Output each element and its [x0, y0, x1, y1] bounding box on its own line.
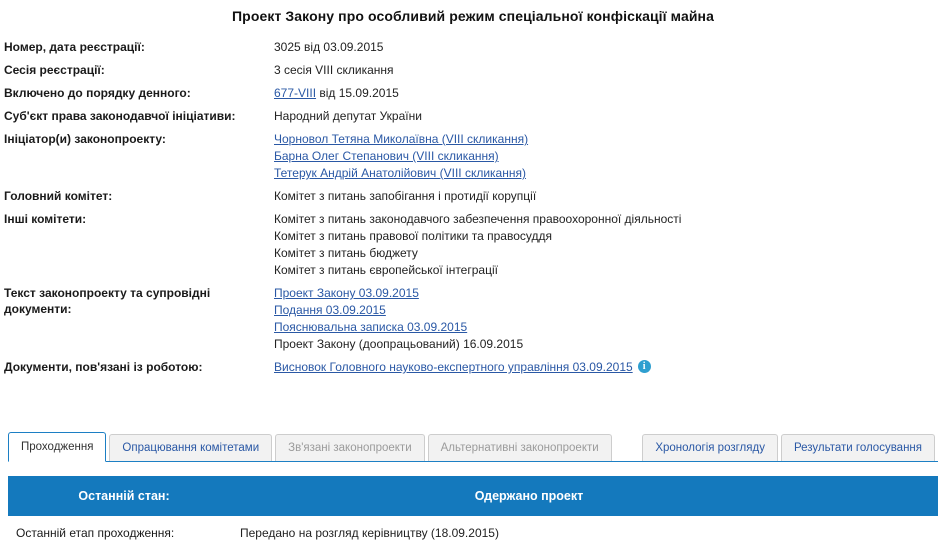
bill-metadata-table: [4, 36, 942, 379]
metadata-label: Ініціатор(и) законопроекту:: [4, 132, 166, 146]
metadata-row: [4, 356, 942, 379]
metadata-value: [274, 356, 942, 379]
document-line: [274, 319, 942, 336]
tab-opratsyuvannya-komitetamy[interactable]: Опрацювання комітетами: [109, 434, 272, 461]
tab-bar: [8, 432, 938, 462]
metadata-value: [274, 282, 942, 356]
metadata-value: [274, 128, 942, 185]
other-committee: Комітет з питань правової політики та правосуддя: [274, 229, 552, 243]
agenda-decision-link[interactable]: 677-VIII: [274, 86, 317, 100]
metadata-label: Сесія реєстрації:: [4, 63, 105, 77]
metadata-value: [274, 105, 942, 128]
status-bar: [8, 476, 938, 516]
agenda-date: від 15.09.2015: [316, 86, 399, 100]
metadata-label: Документи, пов'язані із роботою:: [4, 360, 203, 374]
metadata-row: [4, 105, 942, 128]
other-committee: Комітет з питань європейської інтеграції: [274, 263, 498, 277]
tab-zviazani-zakonoproekty: Зв'язані законопроекти: [275, 434, 425, 461]
last-stage-value: Передано на розгляд керівництву (18.09.2015): [240, 526, 499, 540]
metadata-row: [4, 128, 942, 185]
initiator-link[interactable]: Тетерук Андрій Анатолійович (VIII скликання): [274, 166, 526, 180]
metadata-label: Суб'єкт права законодавчої ініціативи:: [4, 109, 236, 123]
status-left-label: Останній стан:: [78, 489, 170, 503]
metadata-value: [274, 82, 942, 105]
tab-alternatyvni-zakonoproekty: Альтернативні законопроекти: [428, 434, 612, 461]
other-committee: Комітет з питань бюджету: [274, 246, 418, 260]
info-icon[interactable]: i: [638, 360, 651, 373]
initiator-line: [274, 165, 942, 182]
metadata-row: [4, 185, 942, 208]
revised-bill-text: Проект Закону (доопрацьований) 16.09.2015: [274, 337, 524, 351]
metadata-label: Інші комітети:: [4, 212, 87, 226]
initiator-line: [274, 148, 942, 165]
last-stage-row: [8, 516, 938, 540]
metadata-value: [274, 59, 942, 82]
tab-rezultaty-holosuvannya[interactable]: Результати голосування: [781, 434, 935, 461]
metadata-label: Номер, дата реєстрації:: [4, 40, 145, 54]
metadata-row: [4, 82, 942, 105]
page-title: Проект Закону про особливий режим спеціальної конфіскації майна: [232, 8, 714, 24]
initiator-link[interactable]: Чорновол Тетяна Миколаївна (VIII скликання): [274, 132, 529, 146]
tab-khronolohiya-rozhlyadu[interactable]: Хронологія розгляду: [642, 434, 778, 461]
metadata-row: [4, 282, 942, 356]
metadata-body: [4, 36, 942, 379]
submission-link[interactable]: Подання 03.09.2015: [274, 303, 386, 317]
document-line: [274, 302, 942, 319]
metadata-row: [4, 36, 942, 59]
other-committee: Комітет з питань законодавчого забезпечення правоохоронної діяльності: [274, 212, 682, 226]
initiative-subject: Народний депутат України: [274, 109, 422, 123]
related-document-line: [274, 359, 942, 376]
session-value: 3 сесія VIII скликання: [274, 63, 394, 77]
bill-text-link[interactable]: Проект Закону 03.09.2015: [274, 286, 419, 300]
metadata-row: [4, 59, 942, 82]
tab-prohodzhennya[interactable]: Проходження: [8, 432, 106, 462]
metadata-row: [4, 208, 942, 282]
agenda-line: [274, 85, 942, 102]
initiator-line: [274, 131, 942, 148]
status-right-value: Одержано проект: [474, 489, 584, 503]
initiator-link[interactable]: Барна Олег Степанович (VIII скликання): [274, 149, 499, 163]
last-stage-label: Останній етап проходження:: [16, 526, 175, 540]
metadata-label: Головний комітет:: [4, 189, 113, 203]
explanatory-note-link[interactable]: Пояснювальна записка 03.09.2015: [274, 320, 468, 334]
expert-conclusion-link[interactable]: Висновок Головного науково-експертного управління 03.09.2015: [274, 360, 633, 374]
tabs-section: [8, 432, 938, 540]
main-committee: Комітет з питань запобігання і протидії корупції: [274, 189, 537, 203]
registration-number: 3025 від 03.09.2015: [274, 40, 384, 54]
metadata-label: Включено до порядку денного:: [4, 86, 191, 100]
metadata-value: [274, 36, 942, 59]
document-line: [274, 285, 942, 302]
metadata-value: [274, 208, 942, 282]
metadata-value: [274, 185, 942, 208]
metadata-label: Текст законопроекту та супровідні документи:: [4, 286, 211, 316]
